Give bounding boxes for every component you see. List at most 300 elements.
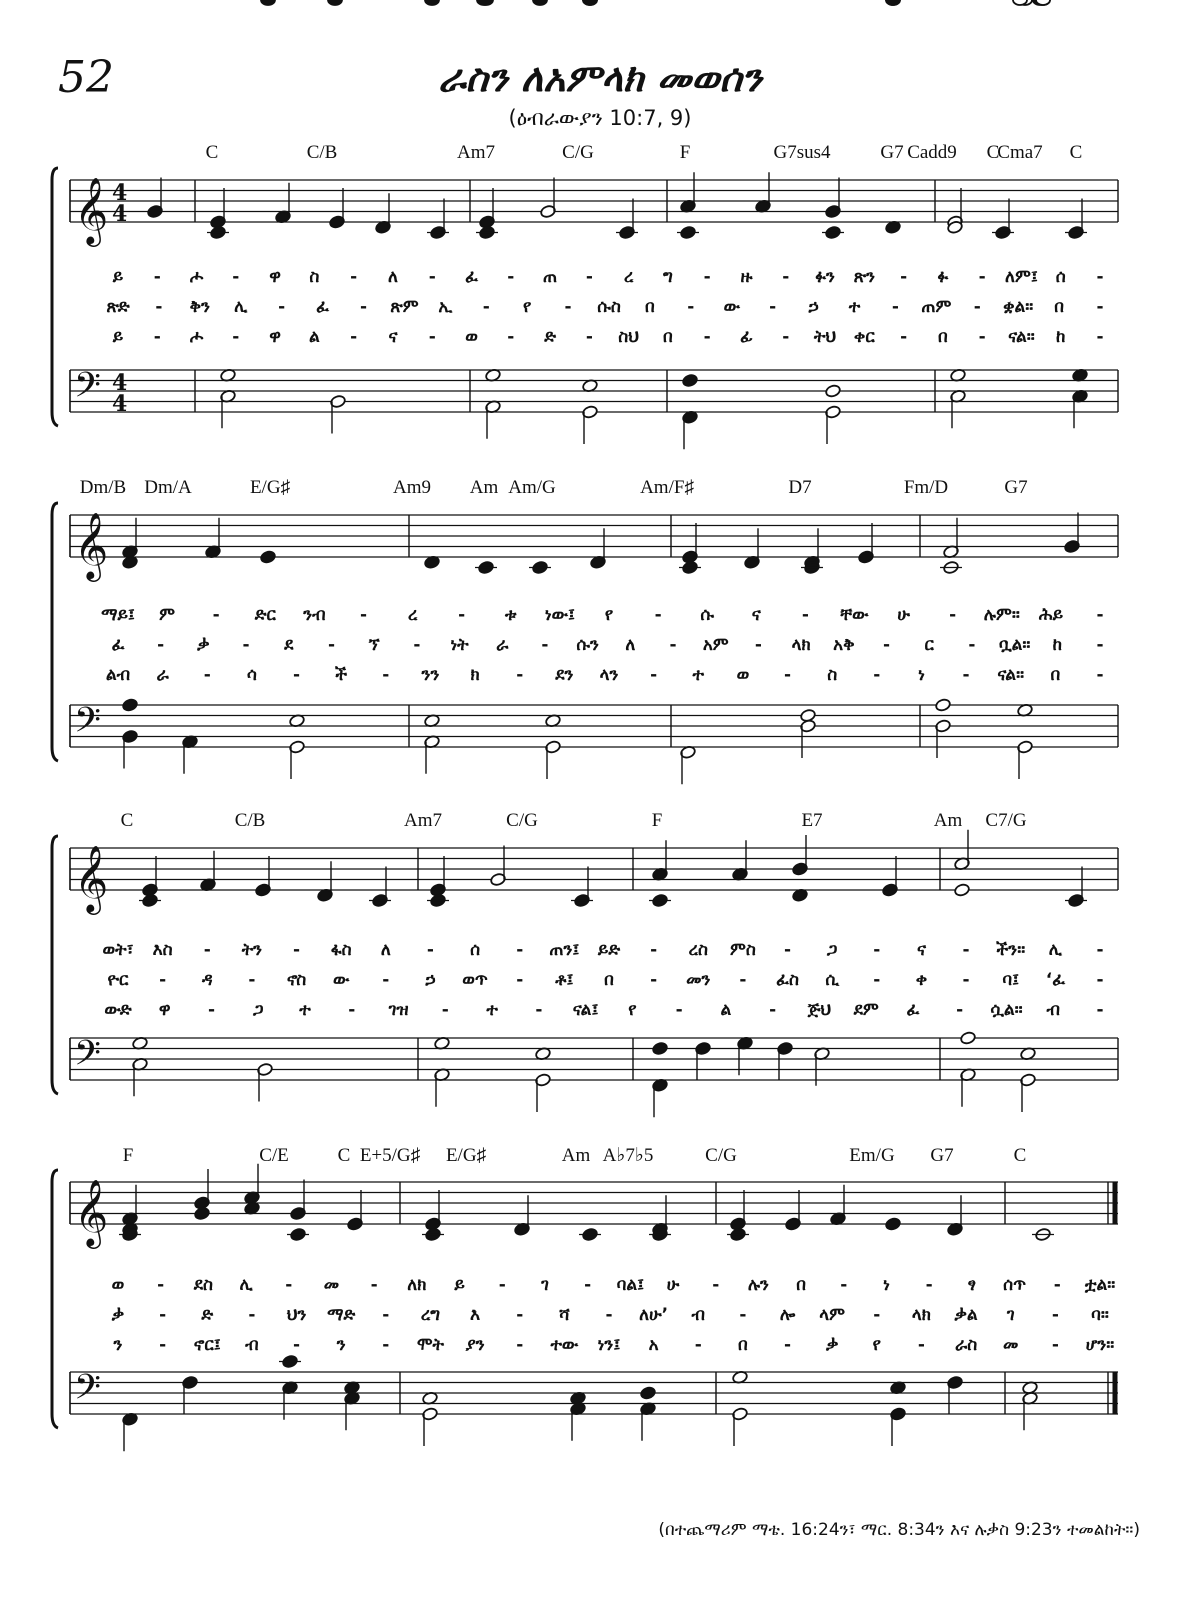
lyric-syllable: ቃ — [825, 1335, 839, 1355]
lyric-syllable: ወ — [111, 1275, 125, 1295]
lyric-syllable: - — [654, 605, 662, 625]
lyric-syllable: - — [564, 297, 572, 317]
lyric-syllable: ትህ — [813, 327, 837, 347]
lyric-syllable: - — [1096, 970, 1104, 990]
lyric-syllable: - — [840, 1275, 848, 1295]
lyric-syllable: - — [900, 327, 908, 347]
lyric-syllable: ም — [159, 605, 176, 625]
lyric-syllable: ሰ — [470, 940, 481, 960]
lyric-syllable: ወ — [736, 665, 750, 685]
lyric-syllable: የ — [628, 1000, 637, 1020]
bass-chord — [535, 1047, 552, 1112]
lyric-syllable: የ — [872, 1335, 881, 1355]
bass-chord — [960, 1031, 977, 1107]
lyric-syllable: - — [516, 665, 524, 685]
treble-chord — [792, 835, 809, 902]
lyric-syllable: እ — [470, 1305, 481, 1325]
lyric-syllable: መ — [323, 1275, 340, 1295]
lyric-syllable: ንን — [421, 665, 440, 685]
chord-symbol: Am/F♯ — [640, 477, 694, 498]
lyric-syllable: ፈ — [111, 635, 125, 655]
bass-chord — [122, 1412, 139, 1451]
bass-chord — [680, 745, 697, 784]
lyric-syllable: - — [784, 1335, 792, 1355]
treble-note — [328, 0, 342, 5]
lyric-syllable: ፈ — [906, 1000, 920, 1020]
bass-note — [652, 1041, 669, 1055]
treble-chord — [1013, 0, 1027, 5]
chord-symbol: A♭7♭5 — [602, 1145, 654, 1166]
lyric-syllable: - — [428, 267, 436, 287]
chord-symbol: Fm/D — [903, 477, 949, 498]
lyric-syllable: ጽድ — [106, 297, 130, 317]
chord-symbol: F — [651, 810, 663, 831]
lyric-syllable: ነት — [450, 635, 469, 655]
lyric-syllable: ነ — [918, 665, 925, 685]
bass-chord — [935, 698, 952, 758]
lyric-syllable: ከ — [1056, 327, 1066, 347]
lyric-syllable: ቶ፤ — [555, 970, 574, 990]
chord-symbol: Dm/B — [79, 477, 127, 498]
bass-clef-icon: 𝄢 — [74, 1366, 102, 1416]
lyric-syllable: የ — [604, 605, 614, 625]
time-signature-bottom: 4 — [112, 201, 128, 227]
chord-symbol: C — [205, 142, 219, 163]
treble-chord — [992, 199, 1014, 240]
treble-note — [583, 0, 597, 5]
lyric-syllable: ዋ — [158, 1000, 171, 1020]
bass-chord — [950, 368, 967, 428]
treble-chord — [954, 830, 971, 897]
lyric-syllable: ዋ — [269, 267, 281, 287]
lyric-syllable: ተ — [692, 665, 705, 685]
lyric-syllable: - — [891, 297, 899, 317]
chord-symbol: E/G♯ — [249, 477, 291, 498]
lyric-syllable: - — [1051, 1335, 1059, 1355]
lyric-syllable: ዙ — [740, 267, 753, 287]
bass-note — [682, 373, 699, 387]
treble-chord — [882, 856, 899, 897]
lyric-syllable: - — [382, 970, 390, 990]
lyric-syllable: - — [359, 297, 368, 317]
chord-symbol: Am9 — [393, 477, 431, 498]
chord-symbol: G7sus4 — [773, 142, 831, 163]
bass-chord — [682, 373, 699, 449]
treble-chord — [347, 1190, 364, 1231]
lyric-syllable: - — [873, 970, 881, 990]
treble-staff — [70, 511, 1118, 582]
lyric-syllable: - — [248, 1305, 256, 1325]
lyric-syllable: ኖር፤ — [193, 1335, 221, 1355]
lyric-syllable: - — [739, 970, 747, 990]
lyric-syllable: - — [153, 267, 161, 287]
lyric-syllable: - — [203, 940, 211, 960]
lyric-syllable: - — [350, 267, 358, 287]
bass-chord — [947, 1375, 964, 1414]
bass-chord — [344, 1381, 361, 1431]
lyric-syllable: በ — [796, 1275, 807, 1295]
bass-chord — [330, 394, 347, 433]
lyric-syllable: ሊ — [234, 297, 248, 317]
chord-symbol: Am — [933, 810, 963, 831]
bass-clef-icon: 𝄢 — [74, 1032, 102, 1082]
treble-chord — [677, 172, 699, 239]
treble-chord — [1064, 513, 1081, 554]
treble-note — [477, 0, 491, 5]
treble-chord — [755, 172, 772, 213]
chord-symbol: G7 — [880, 142, 904, 163]
system-3 — [52, 0, 1118, 1117]
lyric-syllable: ና — [916, 940, 926, 960]
lyric-syllable: ቃል — [954, 1305, 978, 1325]
bass-note — [960, 1031, 977, 1045]
treble-chord — [422, 1190, 444, 1242]
treble-chord — [540, 178, 557, 219]
treble-chord — [147, 178, 164, 219]
lyric-syllable: ሁ — [897, 605, 910, 625]
lyric-syllable: ል — [309, 327, 320, 347]
lyric-syllable: - — [973, 297, 981, 317]
treble-note — [1036, 0, 1050, 5]
chord-symbol: Cma7 — [997, 142, 1043, 163]
lyric-syllable: - — [159, 1305, 167, 1325]
chord-symbol: G7 — [1004, 477, 1028, 498]
lyric-syllable: - — [1096, 297, 1104, 317]
lyric-syllable: - — [293, 940, 301, 960]
scripture-reference: (ዕብራውያን 10:7, 9) — [508, 106, 692, 130]
bass-chord — [695, 1041, 712, 1080]
lyric-syllable: ዋ — [269, 327, 281, 347]
lyric-syllable: - — [978, 327, 986, 347]
treble-note — [261, 0, 275, 5]
chord-symbol: C/B — [234, 810, 266, 831]
lyric-syllable: ግ — [662, 267, 673, 287]
lyric-syllable: ተ — [299, 1000, 311, 1020]
bass-chord — [1072, 368, 1089, 428]
lyric-syllable: - — [327, 635, 336, 655]
lyric-syllable: ላም — [819, 1305, 846, 1325]
footnote: (በተጨማሪም ማቴ. 16:24ን፣ ማር. 8:34ን እና ሉቃስ 9:23ን ተመልከት።) — [658, 1520, 1140, 1540]
lyric-syllable: - — [782, 267, 790, 287]
bass-chord — [640, 1386, 657, 1441]
lyric-syllable: ባል፤ — [616, 1275, 645, 1295]
lyric-syllable: - — [585, 327, 593, 347]
lyric-syllable: ን — [336, 1335, 346, 1355]
lyric-syllable: ራ — [496, 635, 509, 655]
lyric-syllable: ፈ — [465, 267, 478, 287]
lyric-syllable: - — [1096, 1000, 1104, 1020]
lyric-syllable: - — [694, 1335, 702, 1355]
lyric-syllable: - — [348, 1000, 356, 1020]
lyric-syllable: ሰጥ — [1003, 1275, 1027, 1295]
lyric-syllable: ሖ — [189, 267, 204, 287]
treble-chord — [1065, 867, 1087, 908]
treble-chord — [205, 518, 222, 559]
bass-chord — [1017, 703, 1034, 779]
lyric-syllable: - — [248, 970, 256, 990]
bass-note — [122, 698, 139, 712]
lyric-syllable: ስ — [309, 267, 320, 287]
lyric-syllable: - — [801, 605, 809, 625]
treble-chord — [244, 1164, 261, 1216]
lyric-syllable: ን — [113, 1335, 123, 1355]
lyric-syllable: ለ — [625, 635, 636, 655]
lyric-syllable: - — [712, 1275, 720, 1295]
lyric-syllable: - — [359, 605, 368, 625]
lyric-syllable: - — [157, 635, 165, 655]
bass-clef-icon: 𝄢 — [74, 699, 102, 749]
lyric-syllable: - — [278, 297, 286, 317]
chord-symbol: Am/G — [508, 477, 556, 498]
treble-note — [1013, 0, 1027, 5]
lyric-syllable: - — [382, 1335, 390, 1355]
lyric-syllable: ጠን፤ — [549, 940, 580, 960]
lyric-syllable: ሻ — [559, 1305, 570, 1325]
chord-symbol: E/G♯ — [445, 1145, 487, 1166]
lyric-syllable: - — [873, 1305, 881, 1325]
bass-chord — [485, 368, 502, 439]
treble-chord — [139, 856, 161, 908]
treble-chord — [649, 840, 671, 907]
lyric-syllable: ንብ — [303, 605, 326, 625]
lyric-syllable: ሊ — [1048, 940, 1062, 960]
lyric-syllable: ጋ — [826, 940, 838, 960]
lyric-syllable: ይ — [112, 327, 124, 347]
lyric-syllable: - — [382, 665, 390, 685]
lyric-syllable: - — [605, 1305, 613, 1325]
system-bracket — [52, 1170, 58, 1428]
treble-chord — [885, 0, 902, 234]
bass-chord — [182, 1375, 199, 1414]
lyric-syllable: ቅን — [189, 297, 211, 317]
lyric-syllable: ሞት — [416, 1335, 444, 1355]
treble-chord — [375, 193, 392, 234]
bass-chord — [424, 714, 441, 774]
bass-note — [640, 1386, 657, 1400]
lyric-syllable: - — [441, 1000, 449, 1020]
lyric-syllable: ወጥ — [462, 970, 488, 990]
lyric-syllable: ፊ — [740, 327, 753, 347]
lyric-syllable: - — [232, 327, 240, 347]
lyric-syllable: - — [516, 970, 524, 990]
lyric-syllable: - — [703, 327, 711, 347]
treble-chord — [194, 1169, 211, 1221]
lyric-syllable: ናል። — [1008, 327, 1035, 347]
lyric-syllable: ፃ — [967, 1275, 977, 1295]
treble-clef-icon: 𝄞 — [74, 176, 109, 244]
treble-chord — [477, 0, 491, 5]
treble-chord — [822, 178, 844, 240]
treble-chord — [858, 523, 875, 564]
lyric-syllable: - — [882, 635, 891, 655]
lyric-syllable: - — [232, 267, 240, 287]
lyric-syllable: - — [687, 297, 695, 317]
lyric-syllable: - — [207, 1000, 216, 1020]
chord-symbol: C — [1013, 1145, 1027, 1166]
lyric-syllable: ኖስ — [286, 970, 307, 990]
bass-chord — [582, 379, 599, 444]
chord-symbol: G7 — [930, 1145, 954, 1166]
lyric-syllable: - — [1096, 327, 1104, 347]
bass-chord — [825, 384, 842, 444]
lyric-syllable: በ — [938, 327, 948, 347]
lyric-syllable: ረስ — [688, 940, 709, 960]
system-bracket — [52, 168, 58, 426]
chord-symbol: C/E — [259, 1145, 289, 1166]
lyric-syllable: - — [507, 267, 515, 287]
lyric-syllable: - — [159, 970, 167, 990]
lyric-syllable: ና — [751, 605, 761, 625]
chord-symbol: C — [986, 142, 1000, 163]
lyric-syllable: - — [968, 635, 976, 655]
lyric-syllable: ያን — [465, 1335, 485, 1355]
chord-symbol: C/G — [705, 1145, 737, 1166]
lyric-syllable: ለክ — [407, 1275, 427, 1295]
lyric-syllable: - — [585, 267, 593, 287]
treble-chord — [744, 528, 761, 569]
lyric-syllable: - — [516, 940, 524, 960]
lyric-syllable: ል — [720, 1000, 732, 1020]
chord-symbol: Am7 — [457, 142, 495, 163]
bass-chord — [434, 1036, 451, 1107]
lyric-syllable: - — [293, 665, 301, 685]
chord-symbol: F — [122, 1145, 134, 1166]
bass-chord — [800, 708, 817, 758]
lyric-syllable: ላክ — [791, 635, 811, 655]
lyric-syllable: ባ። — [1091, 1305, 1109, 1325]
lyric-syllable: ድ — [201, 1305, 214, 1325]
bass-chord — [652, 1041, 669, 1117]
lyric-syllable: ማይ፤ — [101, 605, 135, 625]
lyric-syllable: - — [1096, 635, 1104, 655]
hymn-number: 52 — [58, 52, 114, 103]
lyric-syllable: - — [739, 1305, 747, 1325]
lyric-syllable: ለ — [380, 940, 391, 960]
lyric-syllable: ለ — [387, 267, 398, 287]
lyric-syllable: - — [754, 635, 762, 655]
lyric-syllable: ሉን — [747, 1275, 769, 1295]
treble-note — [954, 883, 971, 897]
lyric-syllable: ጠም — [921, 297, 952, 317]
lyric-syllable: ባ፤ — [1002, 970, 1020, 990]
lyric-syllable: ና — [388, 327, 398, 347]
lyric-syllable: ይ — [454, 1275, 465, 1295]
lyric-syllable: ስህ — [618, 327, 640, 347]
lyric-syllable: ጽን — [853, 267, 875, 287]
treble-chord — [369, 867, 391, 908]
lyric-syllable: ስ — [827, 665, 838, 685]
system-bracket — [52, 836, 58, 1094]
lyric-syllable: - — [956, 1000, 964, 1020]
lyric-syllable: ቀ — [915, 970, 928, 990]
lyric-syllable: ነ — [883, 1275, 890, 1295]
lyric-syllable: አ — [648, 1335, 659, 1355]
treble-clef-icon: 𝄞 — [74, 511, 109, 579]
bass-chord — [570, 1391, 587, 1441]
lyric-syllable: በ — [663, 327, 673, 347]
lyric-syllable: ው — [723, 297, 740, 317]
treble-chord — [801, 528, 823, 574]
lyric-syllable: ለሁ’ — [639, 1305, 669, 1325]
lyric-syllable: ይድ — [597, 940, 621, 960]
lyric-syllable: ረ — [623, 267, 634, 287]
lyric-syllable: - — [769, 1000, 777, 1020]
lyric-syllable: - — [153, 327, 161, 347]
treble-chord — [200, 851, 217, 892]
bass-chord — [289, 714, 306, 779]
lyric-syllable: ብ — [245, 1335, 259, 1355]
time-signature-bottom: 4 — [112, 391, 128, 417]
lyric-syllable: ላን — [599, 665, 619, 685]
lyric-syllable: ሁ — [666, 1275, 680, 1295]
lyric-syllable: - — [669, 635, 677, 655]
treble-chord — [328, 0, 342, 5]
lyric-syllable: ‘ፈ — [1045, 970, 1065, 990]
lyric-syllable: - — [516, 1335, 524, 1355]
lyric-syllable: - — [535, 1000, 543, 1020]
bass-staff — [70, 1367, 1118, 1416]
lyric-syllable: ገ — [541, 1275, 549, 1295]
lyric-syllable: ድር — [254, 605, 276, 625]
treble-chord — [490, 846, 507, 887]
system-bracket — [52, 503, 58, 761]
treble-chord — [590, 528, 607, 569]
treble-chord — [579, 0, 601, 1242]
treble-chord — [616, 199, 638, 240]
lyric-syllable: ገ — [1006, 1305, 1015, 1325]
bass-chord — [122, 698, 139, 769]
treble-chord — [427, 856, 449, 908]
lyric-syllable: ገዝ — [388, 1000, 409, 1020]
treble-chord — [514, 1195, 531, 1236]
lyric-syllable: - — [458, 605, 466, 625]
lyric-syllable: በ — [1054, 297, 1064, 317]
lyric-syllable: - — [675, 1000, 683, 1020]
chord-symbol: C/G — [562, 142, 594, 163]
treble-clef-icon: 𝄞 — [74, 1178, 109, 1246]
lyric-syllable: አቅ — [833, 635, 855, 655]
lyric-syllable: ጠ — [543, 267, 558, 287]
lyric-syllable: ሰ — [1055, 267, 1066, 287]
lyric-syllable: አም — [702, 635, 729, 655]
lyric-syllable: ቷል። — [1084, 1275, 1116, 1295]
lyric-syllable: ድ — [544, 327, 556, 347]
lyric-syllable: ች — [335, 665, 348, 685]
bass-note — [935, 698, 952, 712]
chord-symbol: C — [337, 1145, 351, 1166]
lyric-syllable: ብ — [1046, 1000, 1060, 1020]
treble-note — [194, 1206, 211, 1220]
lyric-syllable: - — [784, 940, 792, 960]
lyric-syllable: - — [426, 940, 434, 960]
treble-staff — [70, 844, 1118, 915]
chord-symbol: Am — [561, 1145, 591, 1166]
lyric-syllable: ዮር — [107, 970, 129, 990]
lyric-syllable: ሖ — [189, 327, 204, 347]
lyric-syllable: ሷል። — [990, 1000, 1023, 1020]
lyric-syllable: - — [1051, 1305, 1059, 1325]
lyric-syllable: - — [900, 267, 908, 287]
treble-chord — [732, 840, 749, 881]
lyric-syllable: - — [873, 940, 881, 960]
lyric-syllable: ሎ — [779, 1305, 796, 1325]
bass-chord — [545, 714, 562, 779]
lyric-syllable: ላክ — [911, 1305, 931, 1325]
lyric-syllable: ሲ — [825, 970, 839, 990]
lyric-syllable: - — [285, 1275, 293, 1295]
lyric-syllable: - — [584, 1275, 592, 1295]
bass-note — [825, 384, 842, 398]
